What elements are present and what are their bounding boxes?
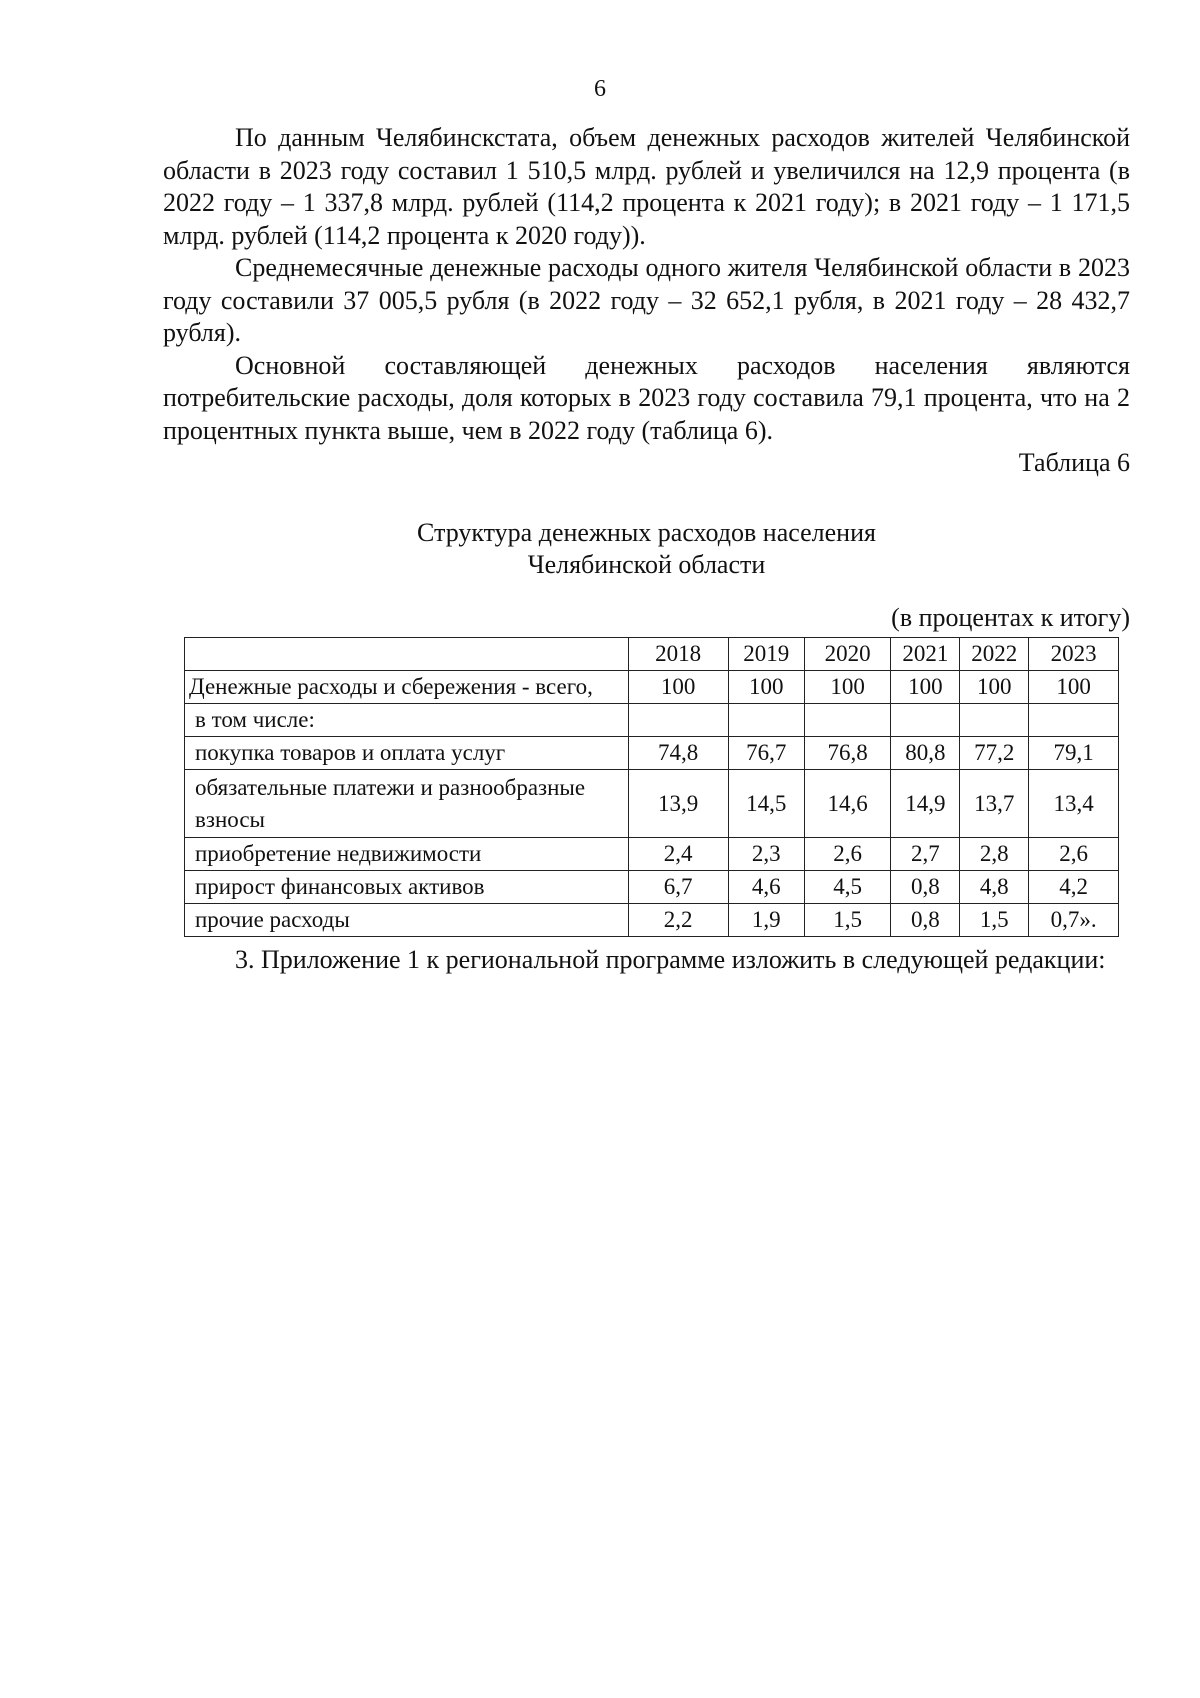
value-cell: 100: [1029, 671, 1119, 704]
value-cell: 14,9: [891, 770, 960, 838]
page-number: 6: [594, 76, 606, 102]
paragraph-appendix-amendment: 3. Приложение 1 к региональной программе изложить в следующей редакции:: [235, 945, 1106, 974]
value-cell: 0,8: [891, 904, 960, 937]
value-cell: 0,8: [891, 871, 960, 904]
table-row: [185, 904, 1119, 937]
row-label: Денежные расходы и сбережения - всего,: [185, 671, 629, 704]
value-cell: 2,4: [628, 838, 728, 871]
table-title: [163, 517, 1130, 581]
header-cell: 2019: [728, 638, 804, 671]
value-cell: 100: [804, 671, 891, 704]
header-cell: [185, 638, 629, 671]
body-text: [163, 122, 1130, 480]
value-cell: [728, 704, 804, 737]
paragraph-expenses-volume: По данным Челябинскстата, объем денежных расходов жителей Челябинской области в 2023 году составил 1 510,5 млрд. рублей и увеличился на 12,9 процента (в 2022 году – 1 337,8 млрд. рублей (114,2 процента к 2021 году); в 2021 году – 1 171,5 млрд. рублей (114,2 процента к 2020 году)).: [163, 123, 1130, 250]
table-header-row: [185, 638, 1119, 671]
row-label: покупка товаров и оплата услуг: [185, 737, 629, 770]
value-cell: 76,8: [804, 737, 891, 770]
row-label: прочие расходы: [185, 904, 629, 937]
table-row: [185, 770, 1119, 838]
value-cell: 4,5: [804, 871, 891, 904]
value-cell: 1,9: [728, 904, 804, 937]
value-cell: 1,5: [960, 904, 1029, 937]
value-cell: 2,2: [628, 904, 728, 937]
table-unit: (в процентах к итогу): [891, 603, 1130, 632]
table-row: [185, 737, 1119, 770]
row-label: в том числе:: [185, 704, 629, 737]
value-cell: 77,2: [960, 737, 1029, 770]
header-cell: 2022: [960, 638, 1029, 671]
value-cell: 13,4: [1029, 770, 1119, 838]
value-cell: [1029, 704, 1119, 737]
value-cell: 14,5: [728, 770, 804, 838]
value-cell: 2,3: [728, 838, 804, 871]
value-cell: 100: [960, 671, 1029, 704]
row-label: приобретение недвижимости: [185, 838, 629, 871]
value-cell: [891, 704, 960, 737]
value-cell: 100: [728, 671, 804, 704]
value-cell: 79,1: [1029, 737, 1119, 770]
value-cell: 100: [891, 671, 960, 704]
value-cell: 4,6: [728, 871, 804, 904]
paragraph-consumer-share: Основной составляющей денежных расходов населения являются потребительские расходы, доля которых в 2023 году составила 79,1 процента, что на 2 процентных пункта выше, чем в 2022 году (таблица 6).: [163, 350, 1130, 445]
table-title-line-1: Структура денежных расходов населения: [417, 518, 876, 547]
value-cell: [960, 704, 1029, 737]
header-cell: 2021: [891, 638, 960, 671]
value-cell: 2,6: [804, 838, 891, 871]
table-label: Таблица 6: [1018, 448, 1130, 477]
table-row: [185, 871, 1119, 904]
value-cell: 74,8: [628, 737, 728, 770]
row-label: обязательные платежи и разнообразные взносы: [185, 770, 629, 838]
value-cell: 6,7: [628, 871, 728, 904]
value-cell: 76,7: [728, 737, 804, 770]
value-cell: 2,8: [960, 838, 1029, 871]
value-cell: 100: [628, 671, 728, 704]
table-row: [185, 671, 1119, 704]
value-cell: 13,7: [960, 770, 1029, 838]
value-cell: 14,6: [804, 770, 891, 838]
value-cell: 2,7: [891, 838, 960, 871]
expenses-structure-table: [184, 637, 1119, 937]
paragraph-monthly-expenses: Среднемесячные денежные расходы одного жителя Челябинской области в 2023 году составили 37 005,5 рубля (в 2022 году – 32 652,1 рубля, в 2021 году – 28 432,7 рубля).: [163, 253, 1130, 347]
value-cell: [628, 704, 728, 737]
closing-text: [163, 944, 1130, 977]
value-cell: 0,7».: [1029, 904, 1119, 937]
header-cell: 2023: [1029, 638, 1119, 671]
header-cell: 2018: [628, 638, 728, 671]
value-cell: 13,9: [628, 770, 728, 838]
value-cell: 2,6: [1029, 838, 1119, 871]
value-cell: 4,8: [960, 871, 1029, 904]
header-cell: 2020: [804, 638, 891, 671]
table-title-line-2: Челябинской области: [527, 550, 766, 579]
table-row: [185, 704, 1119, 737]
table-row: [185, 838, 1119, 871]
value-cell: [804, 704, 891, 737]
value-cell: 4,2: [1029, 871, 1119, 904]
value-cell: 80,8: [891, 737, 960, 770]
row-label: прирост финансовых активов: [185, 871, 629, 904]
value-cell: 1,5: [804, 904, 891, 937]
